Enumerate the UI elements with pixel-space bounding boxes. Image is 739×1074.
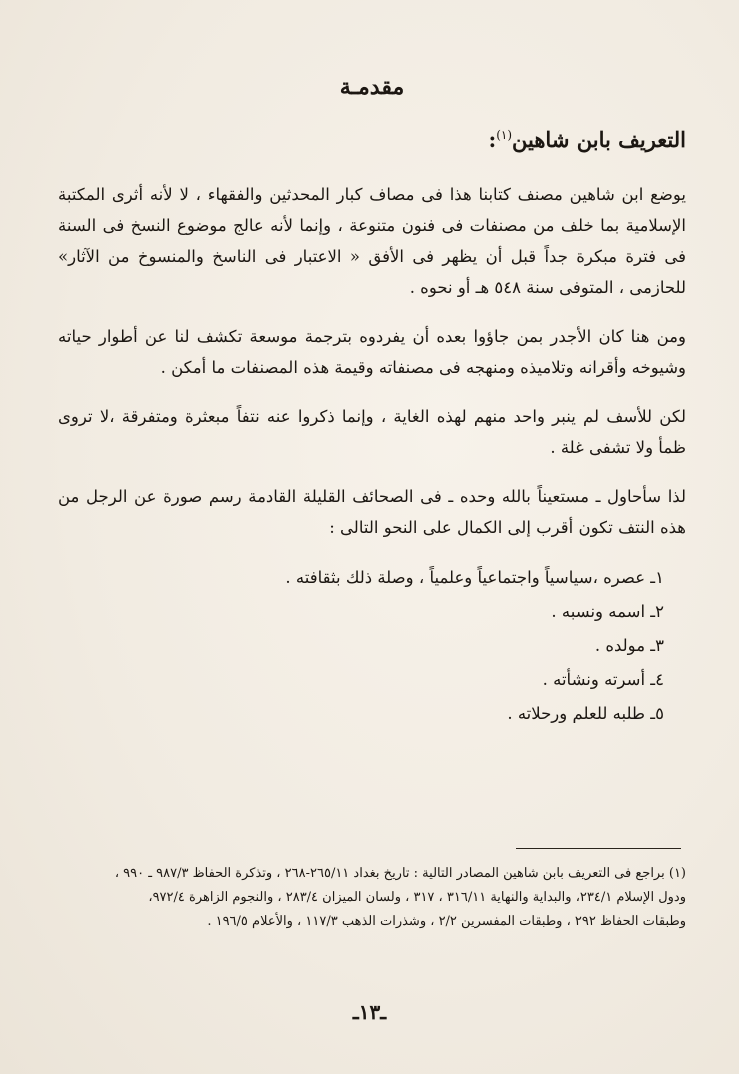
section-title-text: التعريف بابن شاهين	[512, 127, 686, 152]
list-item: ٤ـ أسرته ونشأته .	[542, 670, 664, 689]
footnote-line: (١) براجع فى التعريف بابن شاهين المصادر التالية : تاريخ بغداد ٢٦٥/١١-٢٦٨ ، وتذكرة الحفاظ ٩٨٧/٣ ـ ٩٩٠ ،	[114, 866, 686, 881]
footnote-divider	[516, 848, 681, 849]
list-item: ٢ـ اسمه ونسبه .	[551, 602, 664, 621]
list-item: ١ـ عصره ،سياسياً واجتماعياً وعلمياً ، وصلة ذلك بثقافته .	[285, 568, 664, 587]
footnote-line: وطبقات الحفاظ ٢٩٢ ، وطبقات المفسرين ٢/٢ ، وشذرات الذهب ١١٧/٣ ، والأعلام ١٩٦/٥ .	[207, 914, 686, 929]
footnote-reference: (١)	[496, 128, 513, 142]
paragraph-4: لذا سأحاول ـ مستعيناً بالله وحده ـ فى الصحائف القليلة القادمة رسم صورة عن الرجل من هذه النتف تكون أقرب إلى الكمال على النحو التالى :	[58, 487, 686, 537]
list-item: ٥ـ طلبه للعلم ورحلاته .	[507, 704, 664, 723]
page-number: ـ١٣ـ	[352, 1000, 387, 1024]
footnote	[58, 862, 686, 934]
footnote-line: ودول الإسلام ٢٣٤/١، والبداية والنهاية ٣١٦/١١ ، ٣١٧ ، ولسان الميزان ٢٨٣/٤ ، والنجوم الزاهرة ٩٧٢/٤،	[148, 890, 686, 905]
section-title	[58, 118, 686, 157]
paragraph-1: يوضع ابن شاهين مصنف كتابنا هذا فى مصاف كبار المحدثين والفقهاء ، لا لأنه أثرى المكتبة الإسلامية بما خلف من مصنفات فى فنون متنوعة ، وإنما لأنه عالج موضوع النسخ فى السنة فى فترة مبكرة جداً قبل أن يظهر فى الأفق « الاعتبار فى الناسخ والمنسوخ من الآثار» للحازمى ، المتوفى سنة ٥٤٨ هـ أو نحوه .	[58, 185, 686, 297]
topics-list	[58, 561, 686, 731]
paragraph-2: ومن هنا كان الأجدر بمن جاؤوا بعده أن يفردوه بترجمة موسعة تكشف لنا عن أطوار حياته وشيوخه وأقرانه وتلاميذه ومنهجه فى مصنفاته وقيمة هذه المصنفات ما أمكن .	[58, 327, 686, 377]
page-body	[58, 70, 686, 731]
section-title-colon: :	[488, 127, 497, 152]
paragraph-3: لكن للأسف لم ينبر واحد منهم لهذه الغاية ، وإنما ذكروا عنه نتفاً مبعثرة ومتفرقة ،لا تروى ظمأ ولا تشفى غلة .	[58, 407, 686, 457]
list-item: ٣ـ مولده .	[594, 636, 664, 655]
page-heading: مقدمـة	[339, 74, 405, 100]
